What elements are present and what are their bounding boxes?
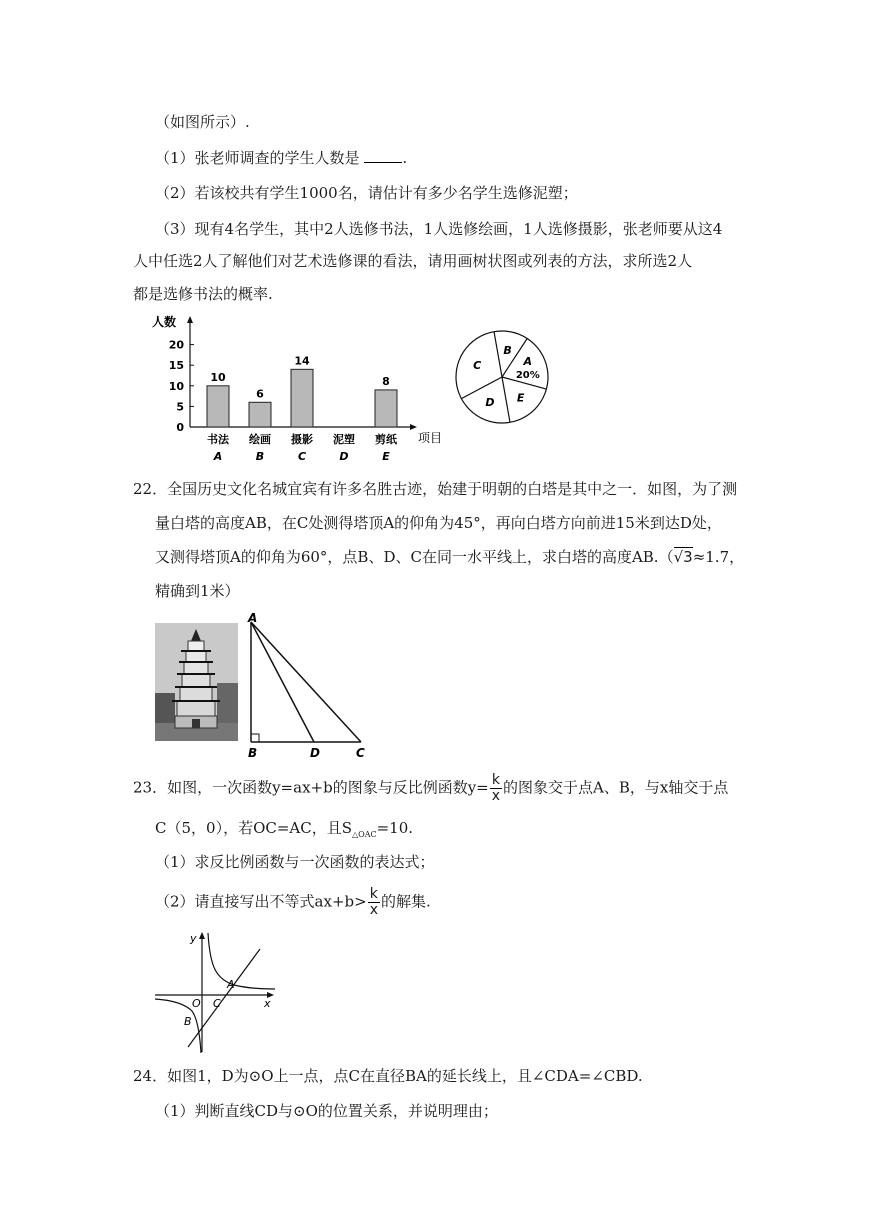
pie-slice-boundary <box>502 377 510 422</box>
q22-line3: 又测得塔顶A的仰角为60°，点B、D、C在同一水平线上，求白塔的高度AB.（√3≈1.7， <box>155 548 745 566</box>
x-axis-arrow <box>410 424 417 430</box>
category-letter: E <box>382 450 390 462</box>
q21-part3-line3: 都是选修书法的概率. <box>133 285 273 303</box>
q23-line2: C（5，0），若OC=AC，且$S_{\triangle OAC}=10$. <box>155 819 414 839</box>
q21-part2: （2）若该校共有学生1000名，请估计有多少名学生选修泥塑； <box>155 184 578 202</box>
label-a-point: A <box>227 978 235 991</box>
pagoda-photo <box>155 623 238 741</box>
pie-annotation: 20% <box>515 370 540 382</box>
q21-part1: （1）张老师调查的学生人数是 . <box>155 149 408 167</box>
pie-slice-boundary <box>494 332 502 377</box>
pie-slice-label: E <box>516 391 525 405</box>
bar <box>249 402 271 427</box>
triangle-figure <box>240 610 375 762</box>
y-tick-label: 20 <box>168 338 184 352</box>
category-label: 剪纸 <box>375 433 397 446</box>
q22-line2: 量白塔的高度AB，在C处测得塔顶A的仰角为45°，再向白塔方向前进15米到达D处， <box>155 514 722 532</box>
label-b-point: B <box>184 1015 192 1028</box>
q24-line1: 24．如图1，D为⊙O上一点，点C在直径BA的延长线上，且∠CDA=∠CBD. <box>133 1067 643 1085</box>
pie-slice-label: D <box>485 395 495 409</box>
pie-slice-label: B <box>503 343 512 357</box>
category-letter: A <box>213 450 223 462</box>
q23-part2: （2）请直接写出不等式ax+b> $\frac{k}{x}$ 的解集. <box>155 886 431 918</box>
bar-value-label: 10 <box>210 370 226 384</box>
label-o: O <box>192 997 201 1010</box>
label-d: D <box>310 746 320 760</box>
fraction-k-over-x: $\frac{k}{x}$ <box>491 772 501 804</box>
label-a: A <box>248 611 258 625</box>
q21-intro: （如图所示）. <box>155 113 250 131</box>
function-graph <box>150 927 280 1057</box>
bar-value-label: 8 <box>382 374 390 388</box>
category-label: 泥塑 <box>333 433 355 446</box>
category-letter: B <box>255 450 265 462</box>
q23-part1: （1）求反比例函数与一次函数的表达式； <box>155 853 435 871</box>
category-label: 绘画 <box>249 433 271 446</box>
label-c: C <box>356 746 365 760</box>
label-b: B <box>248 746 258 760</box>
segment-ac <box>251 622 361 742</box>
fraction-k-over-x-2: $\frac{k}{x}$ <box>369 886 378 918</box>
pie-slice-boundary <box>461 377 502 399</box>
y-tick-label: 10 <box>168 379 184 393</box>
q21-part3-line1: （3）现有4名学生，其中2人选修书法，1人选修绘画，1人选修摄影，张老师要从这4 <box>155 220 723 238</box>
sqrt3: √3 <box>673 548 693 566</box>
label-y: y <box>190 932 197 945</box>
y-tick-label: 0 <box>176 421 184 434</box>
bar-value-label: 6 <box>256 387 264 401</box>
category-letter: C <box>297 450 307 462</box>
q21-part3-line2: 人中任选2人了解他们对艺术选修课的看法，请用画树状图或列表的方法，求所选2人 <box>133 252 693 270</box>
q24-part1: （1）判断直线CD与⊙O的位置关系，并说明理由； <box>155 1102 498 1120</box>
q23-line1: 23．如图，一次函数y=ax+b的图象与反比例函数y= $\frac{k}{x}$ 的图象交于点A、B，与x轴交于点 <box>133 772 729 804</box>
right-angle-mark <box>251 734 259 742</box>
bar-value-label: 14 <box>294 354 310 368</box>
label-x: x <box>264 997 271 1010</box>
q22-line1: 22．全国历史文化名城宜宾有许多名胜古迹，始建于明朝的白塔是其中之一．如图，为了测 <box>133 480 738 498</box>
y-axis-arrow <box>187 316 193 323</box>
hyperbola-branch-1 <box>208 933 275 989</box>
category-label: 摄影 <box>291 433 313 446</box>
bar-chart <box>148 312 448 462</box>
answer-blank[interactable] <box>364 148 402 163</box>
q22-line4: 精确到1米） <box>155 582 240 600</box>
bar-chart-xlabel: 项目 <box>418 431 443 445</box>
y-tick-label: 15 <box>168 359 184 373</box>
pie-chart <box>450 330 560 430</box>
segment-ad <box>251 622 314 742</box>
y-tick-label: 5 <box>176 400 184 414</box>
bar <box>291 369 313 427</box>
pie-slice-label: A <box>523 355 533 369</box>
bar <box>207 386 229 427</box>
category-label: 书法 <box>207 433 229 446</box>
bar-chart-ylabel: 人数 <box>152 315 177 329</box>
label-c-point: C <box>213 997 221 1010</box>
pie-slice-label: C <box>473 358 482 372</box>
category-letter: D <box>339 450 349 462</box>
bar <box>375 390 397 427</box>
